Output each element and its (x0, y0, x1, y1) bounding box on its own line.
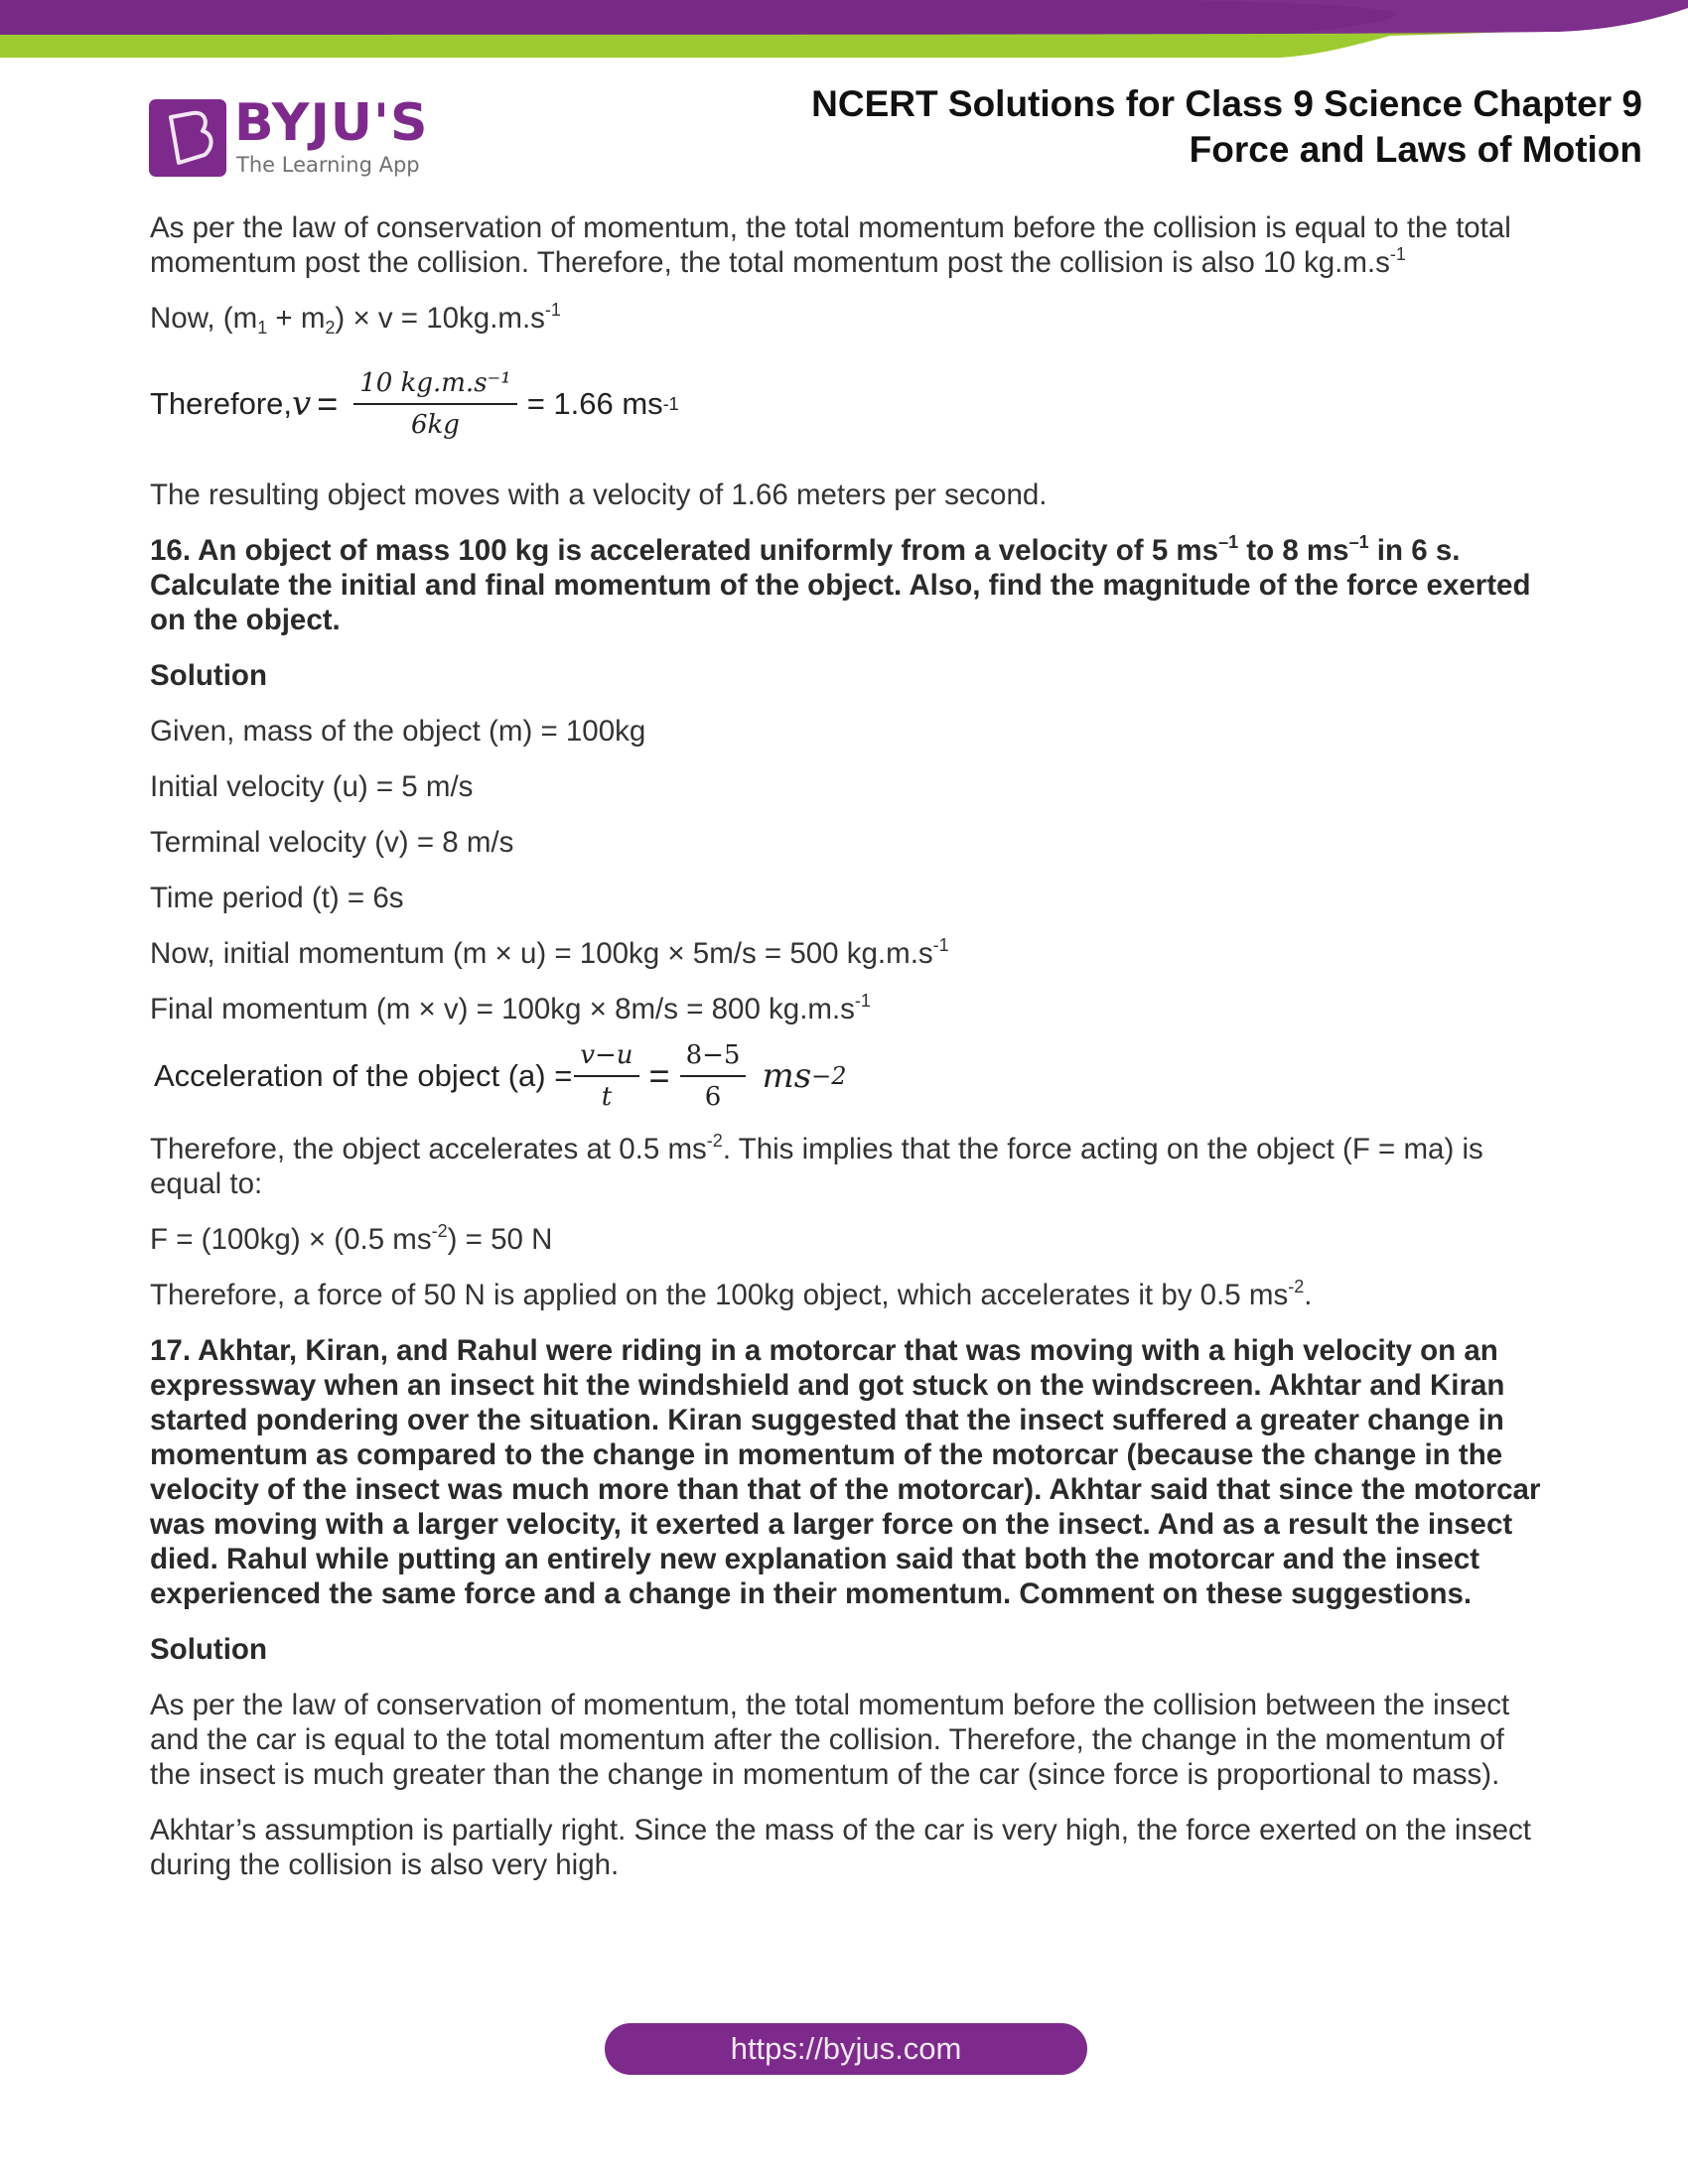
paragraph-conservation: As per the law of conservation of momentum, the total momentum before the collision is equal to the total momentum post the collision. Therefore, the total momentum post the collision is also 10 $kg.m.s^{-1}$ (150, 211, 1511, 279)
document-body (150, 210, 1550, 1903)
solution-heading-17: Solution (150, 1633, 267, 1666)
solution-17-paragraph-1: As per the law of conservation of momentum, the total momentum before the collision between the insect and the car is equal to the total momentum after the collision. Therefore, the change in the momentum of the insect is much greater than the change in momentum of the car (since force is proportional to mass). (150, 1689, 1510, 1791)
fraction: $\frac{\text{10 kg.m.s⁻¹}}{6kg}$ (353, 363, 516, 445)
page-title-line2: Force and Laws of Motion (1189, 129, 1642, 170)
fraction: $\frac{v-u}{t}$ (574, 1035, 638, 1117)
top-banner-decoration (0, 0, 1688, 60)
force-equation: F = (100kg) × (0.5 $ms^{-2}) = 50$ N (150, 1221, 553, 1256)
paragraph-result: The resulting object moves with a velocity of 1.66 meters per second. (150, 478, 1048, 511)
solution-heading-16: Solution (150, 659, 267, 692)
question-17: 17. Akhtar, Kiran, and Rahul were riding in a motorcar that was moving with a high velocity on an expressway when an insect hit the windshield and got stuck on the windscreen. Akhtar and Kiran started pondering over the situation. Kiran suggested that the insect suffered a greater change in momentum as compared to the change in momentum of the motorcar (because the change in the velocity of the insect was much more than that of the motorcar). Akhtar said that since the motorcar was moving with a larger velocity, it exerted a larger force on the insect. And as a result the insect died. Rahul while putting an entirely new explanation said that both the motorcar and the insect experienced the same force and a change in their momentum. Comment on these suggestions. (150, 1334, 1541, 1610)
fraction: $\frac{8-5}{6}$ (680, 1035, 747, 1117)
force-conclusion: Therefore, a force of 50 N is applied on the 100kg object, which accelerates it by 0.5 $ms^{-2}$. (150, 1277, 1313, 1311)
byjus-b-logo-icon (149, 99, 226, 177)
final-momentum: Final momentum (m × v) = 100kg × 8m/s = 800 $kg.m.s^{-1}$ (150, 991, 871, 1025)
acceleration-text: Therefore, the object accelerates at 0.5 $ms^{-2}$. This implies that the force acting on the object (F = ma) is equal to: (150, 1131, 1483, 1200)
given-initial-velocity: Initial velocity (u) = 5 m/s (150, 770, 474, 803)
solution-17-paragraph-2: Akhtar’s assumption is partially right. Since the mass of the car is very high, the force exerted on the insect during the collision is also very high. (150, 1814, 1531, 1881)
given-terminal-velocity: Terminal velocity (v) = 8 m/s (150, 826, 514, 859)
paragraph-momentum-sum: Now, $(m_1 + m_2) \times v = 10kg.m.s^{-1}$ (150, 300, 561, 338)
question-16: 16. An object of mass 100 kg is accelerated uniformly from a velocity of 5 $ms^{-1}$ to 8 $ms^{-1}$ in 6 s. Calculate the initial and final momentum of the object. Also, find the magnitude of the force exerted on the object. (150, 532, 1531, 636)
byjus-logo (149, 93, 437, 181)
page-title (811, 81, 1642, 173)
initial-momentum: Now, initial momentum (m × u) = 100kg × 5m/s = 500 $kg.m.s^{-1}$ (150, 935, 949, 970)
page-title-line1: NCERT Solutions for Class 9 Science Chapter 9 (811, 83, 1642, 124)
footer-website-link[interactable]: https://byjus.com (605, 2023, 1087, 2075)
given-time: Time period (t) = 6s (150, 882, 404, 914)
logo-tagline: The Learning App (236, 153, 420, 177)
given-mass: Given, mass of the object (m) = 100kg (150, 715, 646, 748)
equation-velocity: Therefore, v = $\frac{\text{10 kg.m.s⁻¹}}{6kg}$ = 1.66 ms -1 (150, 356, 1550, 452)
equation-acceleration: Acceleration of the object (a) = $\frac{v-u}{t}$ = $\frac{8-5}{6}$ ms −2 (150, 1034, 1550, 1118)
logo-wordmark: BYJU'S (234, 93, 429, 153)
